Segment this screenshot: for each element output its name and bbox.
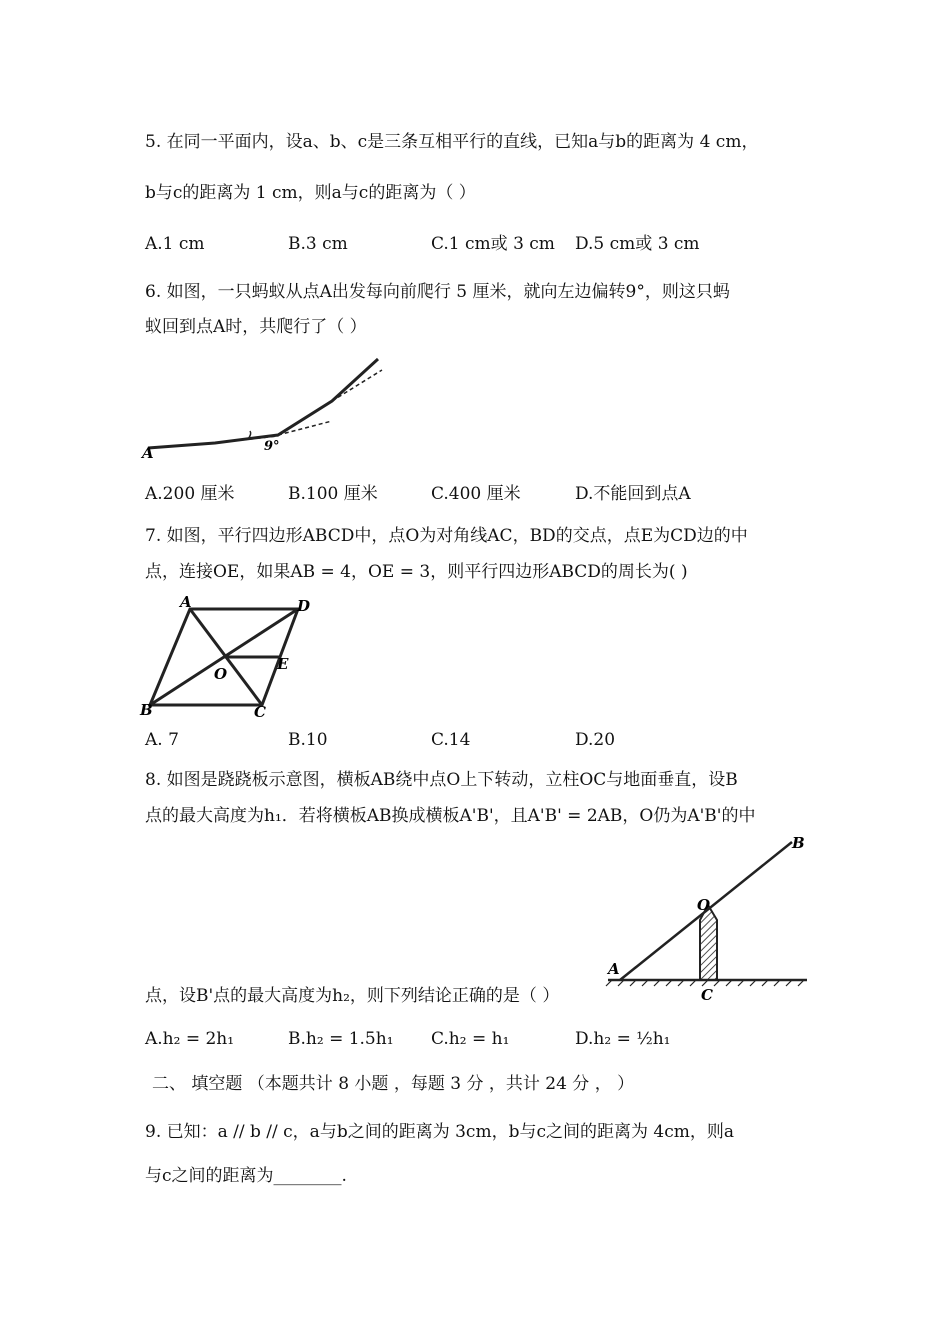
q8-line3: 点，设B'点的最大高度为h₂，则下列结论正确的是（ ）: [145, 986, 560, 1006]
label-a: A: [142, 444, 154, 462]
q6-line1: 6. 如图，一只蚂蚁从点A出发每向前爬行 5 厘米，就向左边偏转9°，则这只蚂: [145, 282, 730, 302]
q5-line1: 5. 在同一平面内，设a、b、c是三条互相平行的直线，已知a与b的距离为 4 cm，: [145, 132, 759, 152]
q8-seesaw-figure: [600, 832, 815, 1002]
label-e: E: [277, 655, 289, 673]
q5-option-c: C.1 cm或 3 cm: [431, 234, 555, 254]
q7-option-a: A. 7: [145, 730, 179, 750]
q5-option-d: D.5 cm或 3 cm: [575, 234, 700, 254]
pillar-oc: [700, 905, 717, 980]
label-c: C: [701, 986, 713, 1004]
q9-line2: 与c之间的距离为________.: [145, 1166, 347, 1186]
ant-path-dash-2: [278, 421, 332, 435]
q6-option-a: A.200 厘米: [145, 484, 235, 504]
q5-option-b: B.3 cm: [288, 234, 348, 254]
label-c: C: [254, 703, 266, 721]
q8-option-d: D.h₂ = ½h₁: [575, 1029, 671, 1049]
section-2-title: 二、 填空题 （本题共计 8 小题 ，每题 3 分 ，共计 24 分 ， ）: [152, 1074, 635, 1094]
label-o: O: [214, 665, 228, 683]
q9-line1: 9. 已知：a // b // c，a与b之间的距离为 3cm，b与c之间的距离为 4cm，则a: [145, 1122, 734, 1142]
q6-ant-path-figure: [140, 352, 390, 462]
label-o: O: [697, 896, 711, 914]
q8-option-a: A.h₂ = 2h₁: [145, 1029, 235, 1049]
q8-line1: 8. 如图是跷跷板示意图，横板AB绕中点O上下转动，立柱OC与地面垂直，设B: [145, 770, 738, 790]
ant-path-line: [148, 359, 378, 448]
label-d: D: [297, 597, 311, 615]
q7-option-c: C.14: [431, 730, 471, 750]
q6-option-d: D.不能回到点A: [575, 484, 691, 504]
q8-line2: 点的最大高度为h₁．若将横板AB换成横板A'B'，且A'B' = 2AB，O仍为A'B'的中: [145, 806, 756, 826]
q5-option-a: A.1 cm: [145, 234, 205, 254]
q7-option-b: B.10: [288, 730, 328, 750]
q6-option-b: B.100 厘米: [288, 484, 378, 504]
label-angle: 9°: [264, 439, 280, 454]
label-b: B: [792, 834, 805, 852]
q8-option-c: C.h₂ = h₁: [431, 1029, 510, 1049]
q6-option-c: C.400 厘米: [431, 484, 521, 504]
q7-parallelogram-figure: [140, 593, 320, 723]
q7-option-d: D.20: [575, 730, 616, 750]
q7-line2: 点，连接OE，如果AB = 4，OE = 3，则平行四边形ABCD的周长为( ): [145, 562, 688, 582]
ant-path-dash-3: [332, 370, 382, 401]
q7-line1: 7. 如图，平行四边形ABCD中，点O为对角线AC，BD的交点，点E为CD边的中: [145, 526, 748, 546]
label-a: A: [180, 593, 192, 611]
label-b: B: [140, 701, 153, 719]
q5-line2: b与c的距离为 1 cm，则a与c的距离为（ ）: [145, 183, 476, 203]
label-a: A: [608, 960, 620, 978]
q8-option-b: B.h₂ = 1.5h₁: [288, 1029, 394, 1049]
q6-line2: 蚁回到点A时，共爬行了（ ）: [145, 317, 367, 337]
